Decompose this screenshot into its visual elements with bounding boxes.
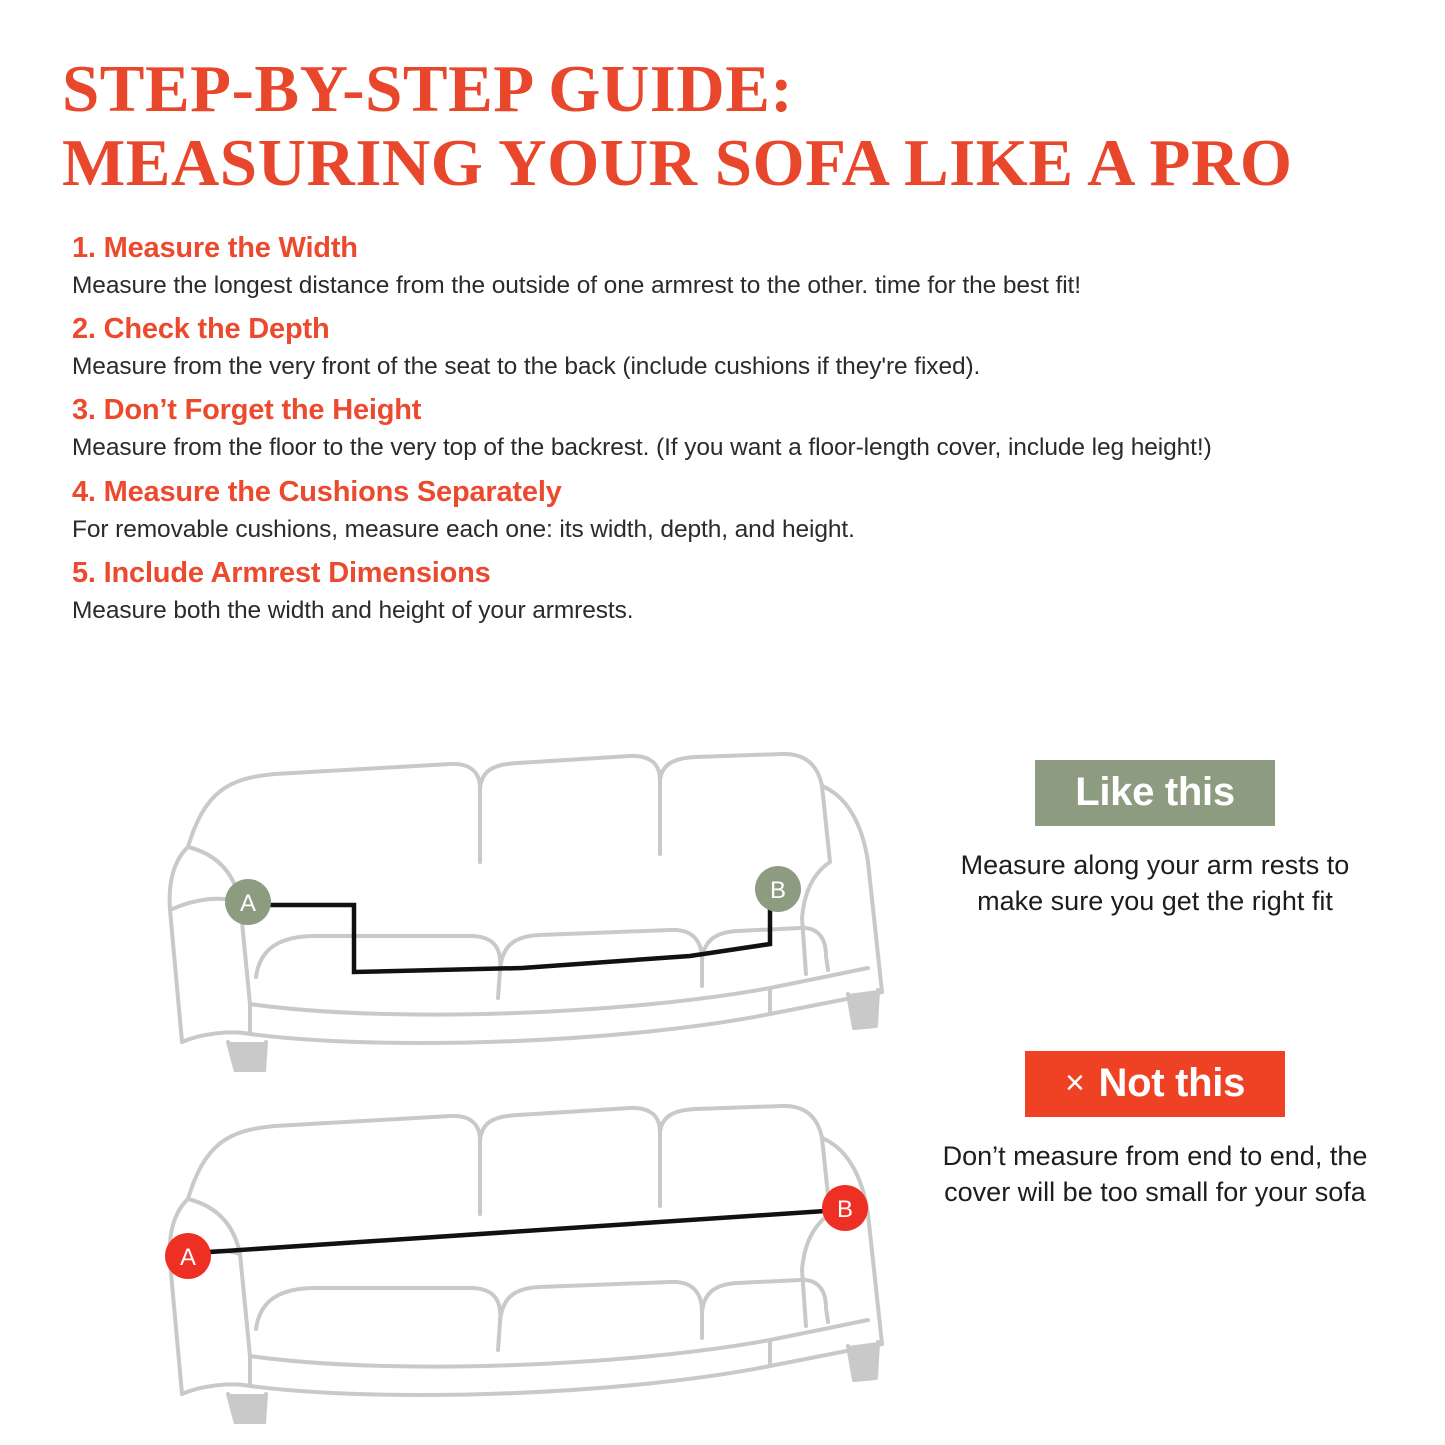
step-item bbox=[62, 313, 1383, 381]
step-item bbox=[62, 476, 1383, 544]
sofa-illustration-incorrect bbox=[70, 1094, 900, 1424]
callout-correct-banner: Like this bbox=[1035, 760, 1275, 826]
sofa-illustration-correct bbox=[70, 742, 900, 1072]
callout-incorrect-banner-label: Not this bbox=[1098, 1061, 1246, 1106]
callout-incorrect-banner bbox=[1025, 1051, 1285, 1117]
step-item bbox=[62, 394, 1383, 462]
step-body: Measure both the width and height of your armrests. bbox=[72, 597, 634, 625]
step-body: Measure from the floor to the very top of the backrest. (If you want a floor-length cover, include leg height!) bbox=[72, 434, 1212, 462]
sofa-diagrams-column bbox=[70, 742, 900, 1424]
title-line-1: STEP-BY-STEP GUIDE: bbox=[62, 52, 794, 126]
step-heading: 1. Measure the Width bbox=[72, 231, 358, 264]
title-line-2: MEASURING YOUR SOFA LIKE A PRO bbox=[62, 126, 1293, 201]
marker-b-incorrect-label: B bbox=[836, 1196, 854, 1223]
sofa-diagram-correct bbox=[70, 742, 900, 1072]
illustrations-section bbox=[0, 742, 1445, 1445]
step-item bbox=[62, 557, 1383, 625]
step-heading: 4. Measure the Cushions Separately bbox=[72, 475, 562, 508]
step-heading: 3. Don’t Forget the Height bbox=[72, 394, 422, 427]
step-body: For removable cushions, measure each one: its width, depth, and height. bbox=[72, 515, 855, 543]
callout-incorrect bbox=[920, 1051, 1390, 1210]
step-body: Measure from the very front of the seat to the back (include cushions if they're fixed). bbox=[72, 353, 981, 381]
callout-correct bbox=[920, 760, 1390, 919]
step-body: Measure the longest distance from the outside of one armrest to the other. time for the best fit! bbox=[72, 271, 1081, 299]
callout-incorrect-caption: Don’t measure from end to end, the cover will be too small for your sofa bbox=[942, 1141, 1368, 1207]
marker-b-correct-label: B bbox=[769, 877, 787, 904]
step-heading: 2. Check the Depth bbox=[72, 313, 330, 346]
measure-line-incorrect bbox=[180, 1210, 840, 1254]
steps-list bbox=[62, 232, 1383, 626]
close-icon: × bbox=[1064, 1064, 1085, 1103]
callout-correct-caption: Measure along your arm rests to make sure you get the right fit bbox=[960, 850, 1350, 916]
sofa-diagram-incorrect bbox=[70, 1094, 900, 1424]
step-heading: 5. Include Armrest Dimensions bbox=[72, 557, 491, 590]
page-title bbox=[62, 52, 1383, 201]
marker-a-incorrect-label: A bbox=[179, 1244, 197, 1271]
callouts-column bbox=[920, 760, 1390, 1211]
measure-line-correct bbox=[256, 894, 770, 972]
marker-a-correct-label: A bbox=[239, 890, 257, 917]
step-item bbox=[62, 232, 1383, 300]
